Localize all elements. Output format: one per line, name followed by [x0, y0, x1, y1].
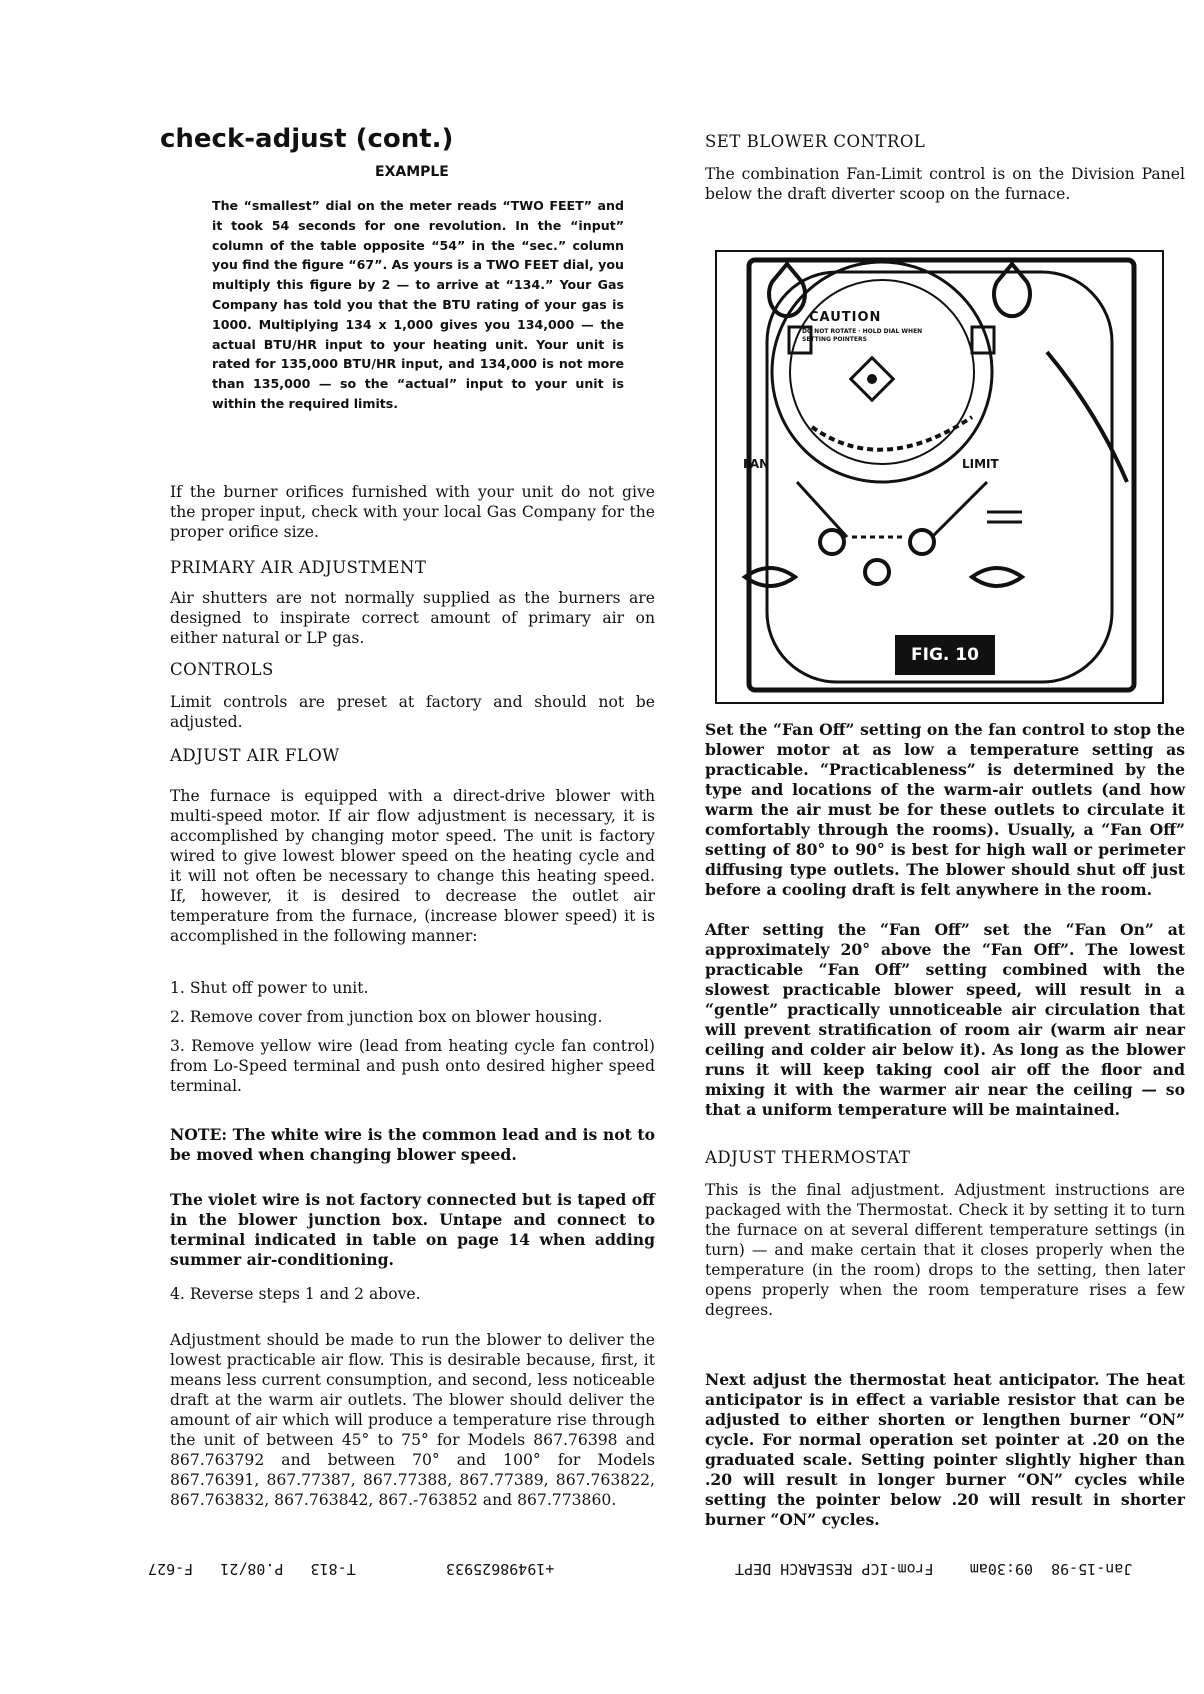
air-flow-heading: ADJUST AIR FLOW: [170, 746, 340, 765]
fan-label: FAN: [743, 457, 770, 471]
blower-control-heading: SET BLOWER CONTROL: [705, 132, 926, 151]
limit-label: LIMIT: [962, 457, 999, 471]
step-3: 3. Remove yellow wire (lead from heating cycle fan control) from Lo-Speed terminal and push onto desired higher speed terminal.: [170, 1037, 655, 1095]
step-4: 4. Reverse steps 1 and 2 above.: [170, 1285, 421, 1303]
caution-subtext: DO NOT ROTATE · HOLD DIAL WHEN SETTING POINTERS: [802, 328, 923, 343]
step-2: 2. Remove cover from junction box on blower housing.: [170, 1008, 603, 1026]
example-text: The “smallest” dial on the meter reads “TWO FEET” and it took 54 seconds for one revolution. In the “input” column of the table opposite “54” in the “sec.” column you find the figure “67”. As yours is a TWO FEET dial, you multiply this figure by 2 — to arrive at “134.” Your Gas Company has told you that the BTU rating of your gas is 1000. Multiplying 134 x 1,000 gives you 134,000 — the actual BTU/HR input to your heating unit. Your unit is rated for 135,000 BTU/HR input, and 134,000 is not more than 135,000 — so the “actual” input to your unit is within the required limits.: [212, 198, 624, 411]
adjustment-text: Adjustment should be made to run the blower to deliver the lowest practicable air flow. This is desirable because, first, it means less current consumption, and second, less noticeable draft at the warm air outlets. The blower should deliver the amount of air which will produce a temperature rise through the unit of between 45° to 75° for Models 867.76398 and 867.763792 and between 70° and 100° for Models 867.76391, 867.77387, 867.77388, 867.77389, 867.763822, 867.763832, 867.763842, 867.-763852 and 867.773860.: [170, 1331, 655, 1509]
step-1: 1. Shut off power to unit.: [170, 979, 369, 997]
fan-on-text: After setting the “Fan Off” set the “Fan On” at approximately 20° above the “Fan Off”. The lowest practicable “Fan Off” setting combined with the slowest practicable blower speed, will result in a “gentle” practically unnoticeable air circulation that will prevent stratification of room air (warm air near ceiling and colder air below it). As long as the blower runs it will keep taking cool air off the floor and mixing it with the warmer air near the ceiling — so that a uniform temperature will be maintained.: [705, 920, 1185, 1119]
note-white-wire: NOTE: The white wire is the common lead and is not to be moved when changing blower speed.: [170, 1125, 655, 1164]
caution-label: CAUTION: [809, 310, 882, 325]
controls-heading: CONTROLS: [170, 660, 274, 679]
fan-off-text: Set the “Fan Off” setting on the fan control to stop the blower motor at as low a temperature setting as practicable. “Practicableness” is determined by the type and locations of the warm-air outlets (and how warm the air must be for these outlets to circulate it comfortably through the rooms). Usually, a “Fan Off” setting of 80° to 90° is best for high wall or perimeter diffusing type outlets. The blower should shut off just before a cooling draft is felt anywhere in the room.: [705, 720, 1185, 899]
page-title: check-adjust (cont.): [160, 124, 454, 154]
thermostat-heading: ADJUST THERMOSTAT: [705, 1148, 911, 1167]
air-flow-text: The furnace is equipped with a direct-drive blower with multi-speed motor. If air flow adjustment is necessary, it is accomplished by changing motor speed. The unit is factory wired to give lowest blower speed on the heating cycle and it will not often be necessary to change this heating speed. If, however, it is desired to decrease the outlet air temperature from the furnace, (increase blower speed) it is accomplished in the following manner:: [170, 787, 655, 945]
violet-wire-note: The violet wire is not factory connected but is taped off in the blower junction box. Untape and connect to terminal indicated in table on page 14 when adding summer air-conditioning.: [170, 1190, 655, 1269]
primary-air-text: Air shutters are not normally supplied as the burners are designed to inspirate correct amount of primary air on either natural or LP gas.: [170, 589, 655, 647]
blower-control-text: The combination Fan-Limit control is on the Division Panel below the draft diverter scoop on the furnace.: [705, 165, 1185, 203]
figure-label: FIG. 10: [895, 635, 995, 675]
controls-text: Limit controls are preset at factory and should not be adjusted.: [170, 693, 655, 731]
anticipator-text: Next adjust the thermostat heat anticipator. The heat anticipator is in effect a variable resistor that can be adjusted to either shorten or lengthen burner “ON” cycle. For normal operation set pointer at .20 on the graduated scale. Setting pointer slightly higher than .20 will result in longer burner “ON” cycles while setting the pointer below .20 will result in shorter burner “ON” cycles.: [705, 1370, 1185, 1529]
fax-footer-left: +19498625933 T-813 P.08/21 F-627: [148, 1560, 555, 1578]
thermostat-text: This is the final adjustment. Adjustment instructions are packaged with the Thermostat. Check it by setting it to turn the furnace on at several different temperature settings (in turn) — and make certain that it closes properly when the temperature (in the room) drops to the setting, then later opens properly when the room temperature rises a few degrees.: [705, 1181, 1185, 1319]
orifice-note: If the burner orifices furnished with your unit do not give the proper input, check with your local Gas Company for the proper orifice size.: [170, 483, 655, 541]
example-heading: EXAMPLE: [375, 164, 449, 180]
fax-footer-right: Jan-15-98 09:30am From-ICP RESEARCH DEPT: [735, 1560, 1133, 1578]
primary-air-heading: PRIMARY AIR ADJUSTMENT: [170, 558, 427, 577]
